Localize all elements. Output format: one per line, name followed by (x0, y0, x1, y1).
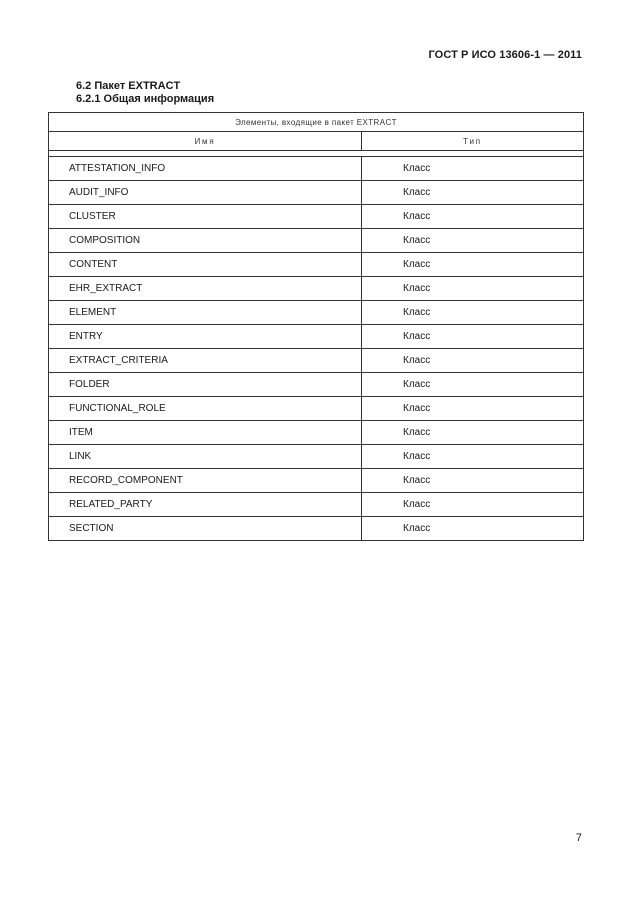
element-type-cell: Класс (362, 277, 584, 301)
table-row (49, 301, 584, 325)
elements-table (48, 112, 584, 541)
table-row (49, 517, 584, 541)
table-header-row (49, 132, 584, 151)
element-type-cell: Класс (362, 493, 584, 517)
section-heading: 6.2 Пакет EXTRACT (76, 80, 181, 92)
element-name-cell: ATTESTATION_INFO (49, 157, 362, 181)
table-body (49, 151, 584, 541)
element-name-cell: RELATED_PARTY (49, 493, 362, 517)
element-name-cell: EXTRACT_CRITERIA (49, 349, 362, 373)
document-standard-header: ГОСТ Р ИСО 13606-1 — 2011 (428, 49, 582, 61)
element-type-cell: Класс (362, 301, 584, 325)
table-caption-row (49, 113, 584, 132)
table-row (49, 373, 584, 397)
section-subheading: 6.2.1 Общая информация (76, 93, 215, 105)
element-type-cell: Класс (362, 181, 584, 205)
table-row (49, 277, 584, 301)
element-type-cell: Класс (362, 325, 584, 349)
page-number: 7 (575, 832, 582, 844)
element-name-cell: CONTENT (49, 253, 362, 277)
column-header-name: Имя (49, 132, 362, 151)
table-row (49, 229, 584, 253)
table-row (49, 253, 584, 277)
element-type-cell: Класс (362, 421, 584, 445)
element-name-cell: ELEMENT (49, 301, 362, 325)
element-name-cell: AUDIT_INFO (49, 181, 362, 205)
column-header-type: Тип (362, 132, 584, 151)
table-row (49, 205, 584, 229)
table-row (49, 157, 584, 181)
element-type-cell: Класс (362, 397, 584, 421)
element-name-cell: LINK (49, 445, 362, 469)
element-name-cell: FOLDER (49, 373, 362, 397)
element-type-cell: Класс (362, 373, 584, 397)
table-caption: Элементы, входящие в пакет EXTRACT (49, 113, 584, 132)
table-row (49, 325, 584, 349)
table-row (49, 493, 584, 517)
element-type-cell: Класс (362, 517, 584, 541)
element-type-cell: Класс (362, 445, 584, 469)
table-row (49, 421, 584, 445)
element-name-cell: EHR_EXTRACT (49, 277, 362, 301)
element-name-cell: SECTION (49, 517, 362, 541)
element-type-cell: Класс (362, 205, 584, 229)
element-type-cell: Класс (362, 229, 584, 253)
table-row (49, 445, 584, 469)
element-name-cell: COMPOSITION (49, 229, 362, 253)
table-row (49, 469, 584, 493)
element-type-cell: Класс (362, 349, 584, 373)
element-name-cell: FUNCTIONAL_ROLE (49, 397, 362, 421)
element-name-cell: RECORD_COMPONENT (49, 469, 362, 493)
element-type-cell: Класс (362, 469, 584, 493)
element-name-cell: ITEM (49, 421, 362, 445)
element-name-cell: CLUSTER (49, 205, 362, 229)
element-type-cell: Класс (362, 253, 584, 277)
element-type-cell: Класс (362, 157, 584, 181)
table-row (49, 397, 584, 421)
table-row (49, 181, 584, 205)
element-name-cell: ENTRY (49, 325, 362, 349)
table-row (49, 349, 584, 373)
